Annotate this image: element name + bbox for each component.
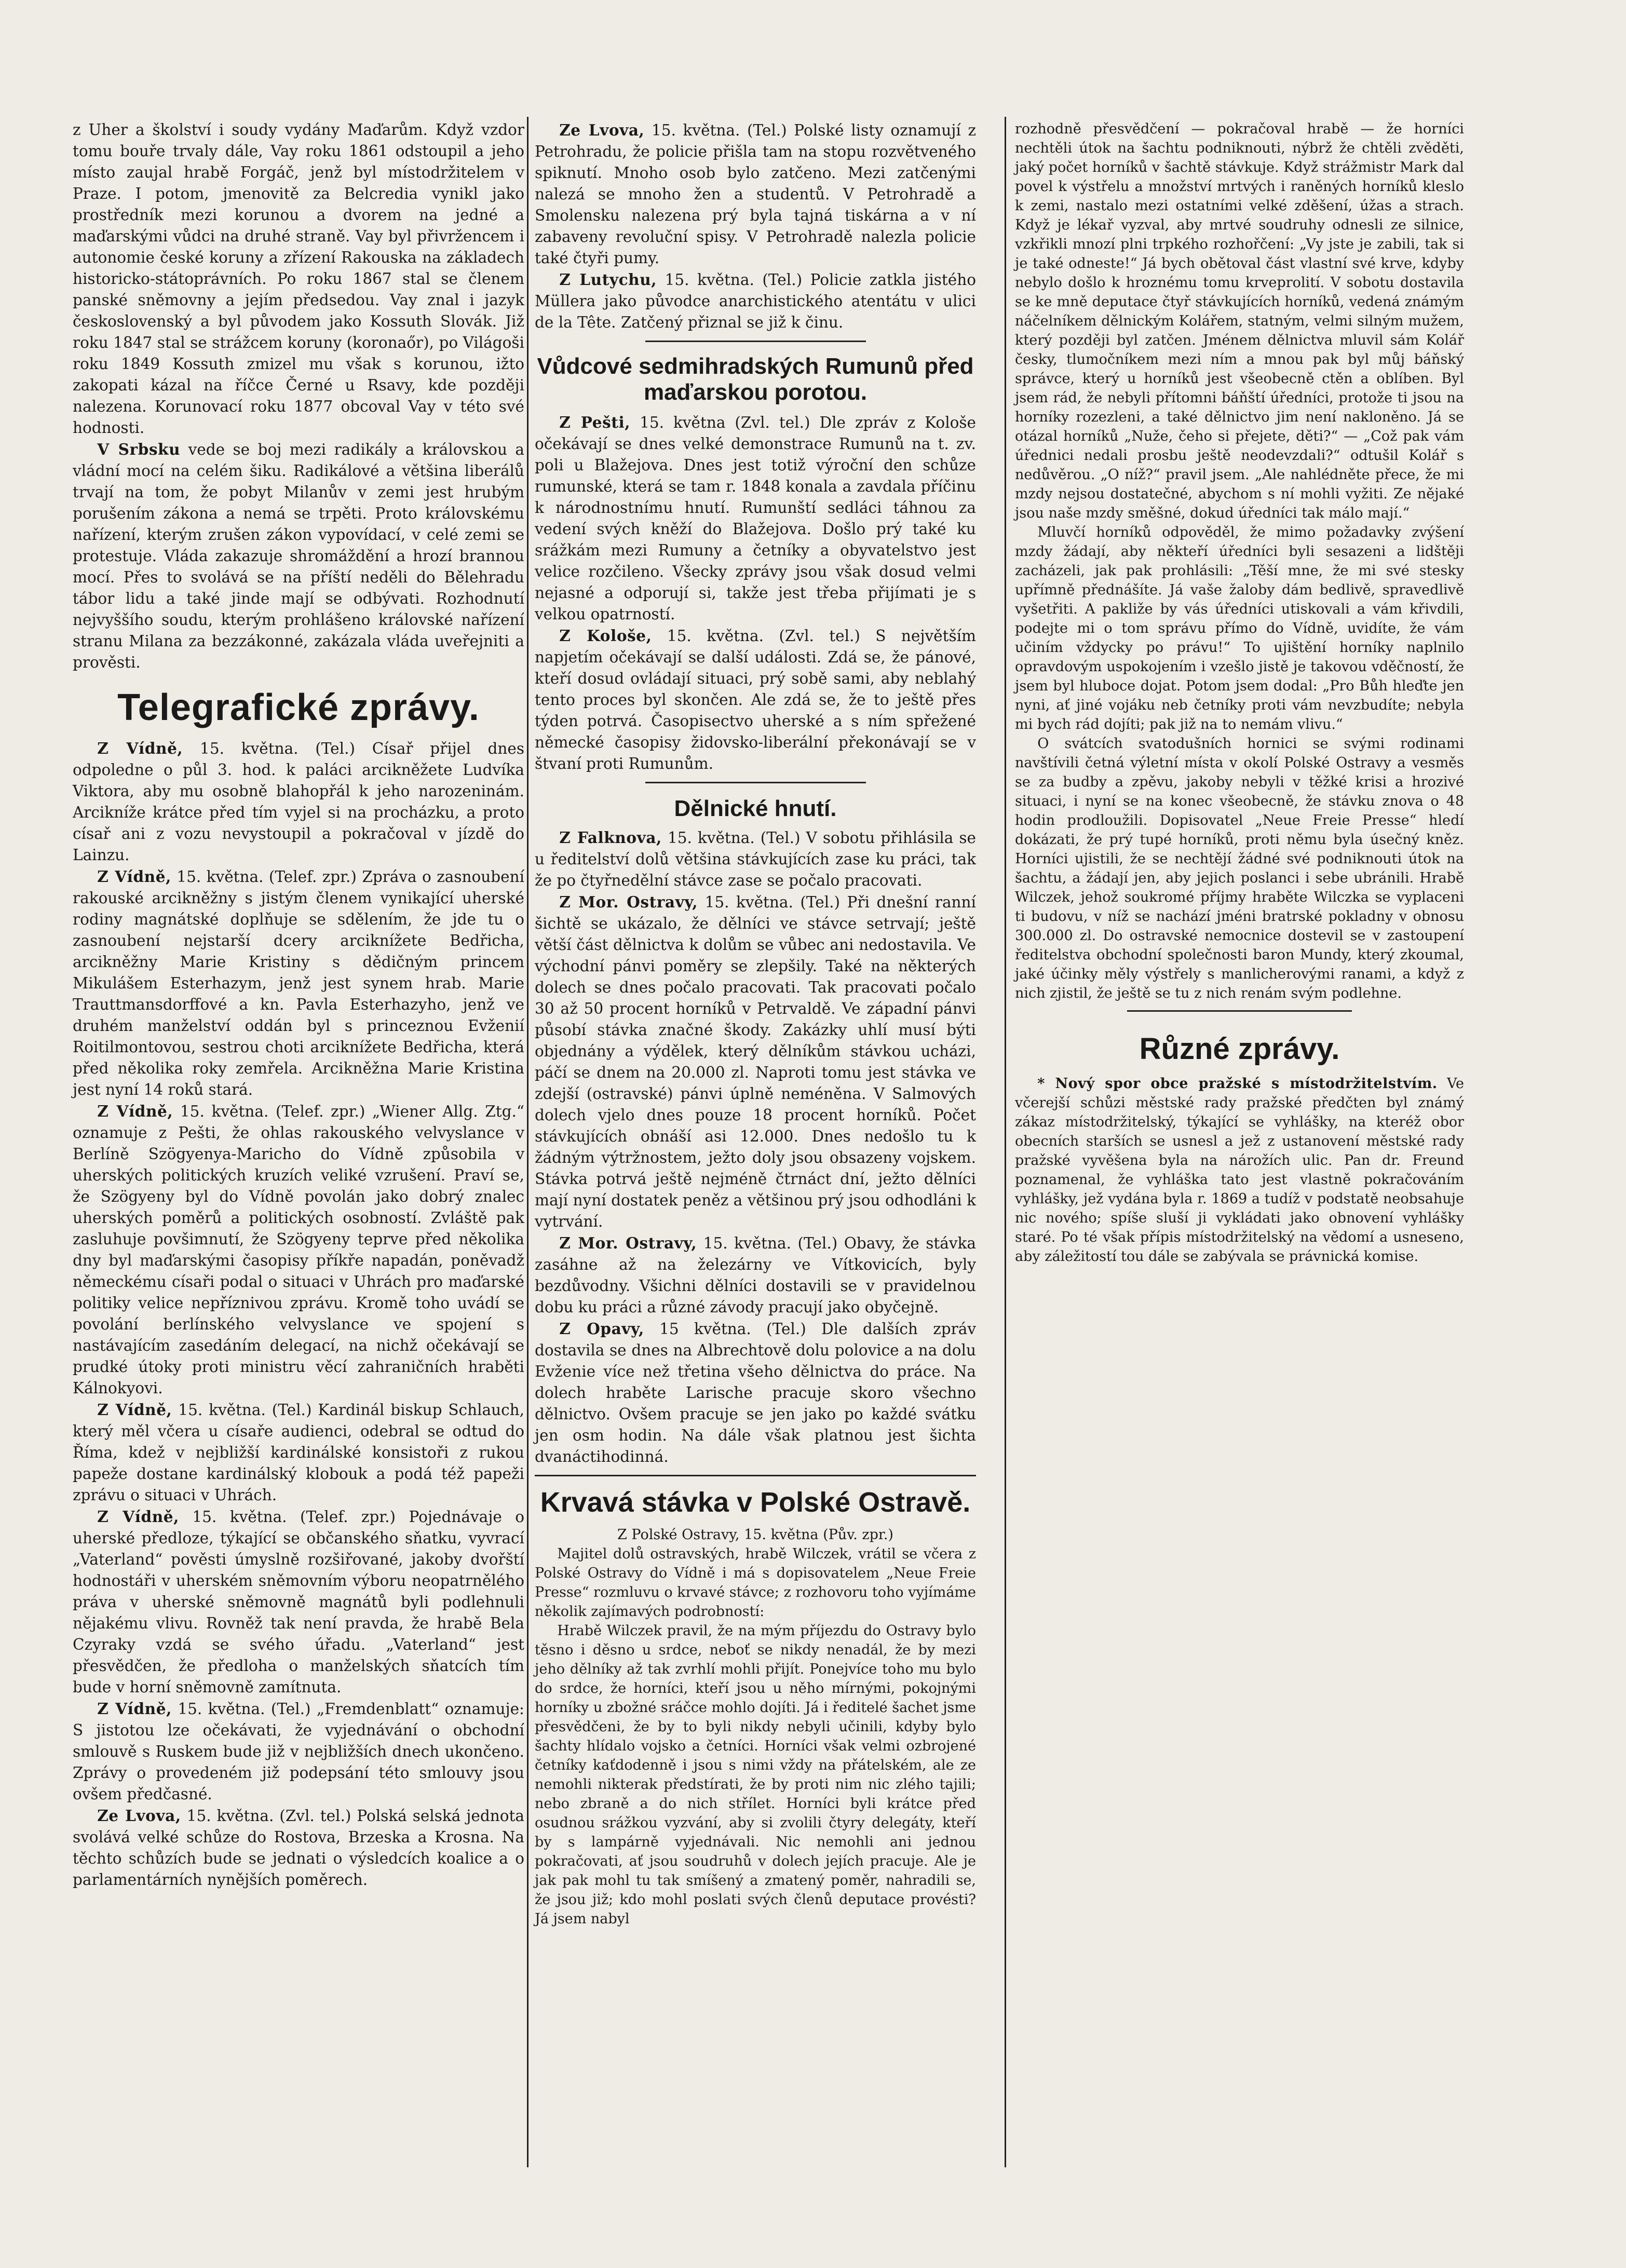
article-text: Majitel dolů ostravských, hrabě Wilczek, vrátil se včera z Polské Ostravy do Vídně i má s dopisovatelem „Neue Freie Presse“ rozmluvu o krvavé stávce; z rozhovoru toho vyjímáme několik zajímavých podrobností: — [535, 1546, 976, 1620]
separator-rule — [645, 782, 866, 783]
news-item: Ze Lvova, 15. května. (Zvl. tel.) Polská selská jednota svolává velké schůze do Rostova, Brzeska a Krosna. Na těchto schůzích bude se jednati o výsledcích koalice a o parlamentárních nynějších poměrech. — [73, 1807, 524, 1889]
dateline: Z Lutychu, — [559, 270, 657, 289]
dateline: Z Pešti, — [559, 413, 631, 431]
dateline: Z Mor. Ostravy, — [559, 893, 698, 911]
column-3 — [1015, 119, 1464, 1266]
news-item: Z Vídně, 15. května. (Telef. zpr.) Pojednávaje o uherské předloze, týkající se občanského sňatku, vyvrací „Vaterland“ pověsti úmyslně rozšiřované, jakoby dvořští hodnostáři v uherském sněmovním výboru neopatrnělého práva v uherské sněmovně magnátů byli podlehnuli nějakému vlivu. Rovněž tak není pravda, že hrabě Bela Czyraky vzdá se svého úřadu. „Vaterland“ jest přesvědčen, že předloha o manželských sňatcích tím bude v horní sněmovně zamítnuta. — [73, 1508, 524, 1696]
news-item: Z Lutychu, 15. května. (Tel.) Policie zatkla jistého Müllera jako původce anarchistického atentátu v ulici de la Tête. Zatčený přiznal se již k činu. — [535, 270, 976, 331]
news-item: Z Falknova, 15. května. (Tel.) V sobotu přihlásila se u ředitelství dolů většina stávkujících zase ku práci, tak že po čtyřnedělní stávce zase se počalo pracovati. — [535, 829, 976, 889]
section-heading: Telegrafické zprávy. — [117, 687, 480, 728]
dateline: Z Vídně, — [97, 1700, 172, 1718]
news-item: Z Opavy, 15 května. (Tel.) Dle dalších zpráv dostavila se dnes na Albrechtově dolu polovice a na dolu Evženie více než třetina všeho dělnictva do práce. Na dolech hraběte Larische pracuje skoro všechno dělnictvo. Ovšem pracuje se jen jako po každé svátku jen osm hodin. Na dále však platnou jest šichta dvanáctihodinná. — [535, 1320, 976, 1465]
column-divider — [1005, 117, 1006, 2167]
section-heading: Krvavá stávka v Polské Ostravě. — [540, 1487, 971, 1518]
dateline: Z Mor. Ostravy, — [559, 1234, 697, 1252]
news-item: Z Mor. Ostravy, 15. května. (Tel.) Obavy, že stávka zasáhne až na železárny ve Vítkovicích, byly bezdůvodny. Všichni dělníci dostavili se v pravidelnou dobu ku práci a různé závody pracují jako obyčejně. — [535, 1234, 976, 1316]
article-text: V Srbsku vede se boj mezi radikály a královskou a vládní mocí na celém šiku. Radikálové a většina liberálů trvají na tom, že pobyt Milanův v zemi jest hrubým porušením zákona a nemá se trpěti. Proto královskému nařízení, kterým zrušen zákon vypovídací, v celé zemi se protestuje. Vláda zakazuje shromáždění a hrozí brannou mocí. Přes to svolává se na příští neděli do Bělehradu tábor lidu a také jinde mají se odbývati. Rozhodnutí nejvyššího soudu, kterým prohlášeno královské nařízení stranu Milana za bezzákonné, zakázala vláda uveřejniti a prověsti. — [73, 440, 524, 671]
news-item: Z Pešti, 15. května (Zvl. tel.) Dle zpráv z Kološe očekávají se dnes velké demonstrace Rumunů na t. zv. poli u Blažejova. Dnes jest totiž výroční den schůze rumunské, která se tam r. 1848 konala a zavdala příčinu k národnostnímu hnutí. Rumunští sedláci táhnou za vedení svých kněží do Blažejova. Došlo prý také ku srážkám mezi Rumuny a četníky a obyvatelstvo jest velice rozčileno. Všecky zprávy jsou však dosud velmi nejasné a odporují si, takže jest třeba přijímati je s velkou opatrností. — [535, 413, 976, 623]
column-divider — [527, 117, 529, 2167]
dateline: Z Kološe, — [559, 627, 652, 645]
separator-rule — [1127, 1010, 1352, 1012]
news-item: Z Vídně, 15. května. (Tel.) „Fremdenblatt“ oznamuje: S jistotou lze očekávati, že vyjednávání o obchodní smlouvě s Ruskem bude již v nejbližších dnech ukončeno. Zprávy o provedeném již podepsání této smlouvy jsou ovšem předčasné. — [73, 1700, 524, 1803]
column-2 — [535, 119, 976, 1929]
article-text: O svátcích svatodušních hornici se svými rodinami navštívili četná výletní místa v okolí Polské Ostravy a vesměs se za budby a zpěvu, jakoby nebyli v těžké krisi a hrozivé situaci, i nyní se na konec všeobecně, že stávku znova o 48 hodin prodloužili. Dopisovatel „Neue Freie Presse“ hledí dokázati, že prý tupé horníků, proti němu byla úsečný kněz. Horníci ujistili, že se nechtějí žádné své podniknouti útok na šachtu, a žádají jen, aby jejich poslanci i sebe ubránili. Hrabě Wilczek, jehož soukromé příjmy hraběte Wilczka se vyplaceni ti budovu, v níž se nachází jméni bratrské pokladny v obnosu 300.000 zl. Do ostravské nemocnice dostevil se v zastoupení ředitelstva obchodní společnosti baron Mundy, který zkoumal, jaké účinky měly výstřely s manlicherovými ranami, a když z nich zjistil, že ještě se tu z nich renám svým podlehne. — [1015, 736, 1464, 1001]
dateline: * Nový spor obce pražské s místodržitelstvím. — [1037, 1076, 1438, 1092]
dateline: Ze Lvova, — [97, 1807, 181, 1825]
separator-rule — [535, 1475, 976, 1476]
news-item: Z Vídně, 15. května. (Telef. zpr.) „Wiener Allg. Ztg.“ oznamuje z Pešti, že ohlas rakouského velvyslance v Berlíně Szögyenya-Maricho do Vídně způsobila v uherských politických kruzích veliké vzrušení. Praví se, že Szögyeny byl do Vídně povolán jako dobrý znalec uherských poměrů a politických osobností. Zvláště pak zasluhuje povšimnutí, že Szögyeny teprve před několika dny byl maďarskými časopisy příkře napadán, poněvadž německému císaři podal o situaci v Uhrách pro maďarské politiky velice nepříznivou zprávu. Kromě toho uvádí se povolání berlínského velvyslance ve spojení s nastávajícím zasedáním delegací, na nichž očekávají se prudké útoky proti ministru věcí zahraničních hraběti Kálnokyovi. — [73, 1102, 525, 1397]
article-text: z Uher a školství i soudy vydány Maďarům. Když vzdor tomu bouře trvaly dále, Vay roku 1861 odstoupil a jeho místo zaujal hrabě Forgáč, jenž byl místodržitelem v Praze. I potom, jmenovitě za Belcredia vynikl jako prostředník mezi korunou a dvorem na jedné a maďarskými vůdci na druhé straně. Vay byl přivržencem i autonomie české koruny a zřízení Rakouska na základech historicko-státoprávních. Po roku 1867 stal se členem panské sněmovny a jejím předsedou. Vay znal i jazyk československý a byl původem jako Kossuth Slovák. Již roku 1847 stal se strážcem koruny (koronaőr), po Világoši roku 1849 Kossuth zmizel mu však s korunou, ižto zakopati kázal na říčce Černé u Rsavy, kde později nalezena. Korunovací roku 1877 obcoval Vay v této své hodnosti. — [73, 121, 524, 437]
column-1 — [73, 119, 524, 1891]
dateline: Z Polské Ostravy, 15. května (Pův. zpr.) — [617, 1527, 893, 1543]
article-text: rozhodně přesvědčení — pokračoval hrabě — že horníci nechtěli útok na šachtu podniknouti, nýbrž že chtěli zvěděti, jaký počet horníků v šachtě stávkuje. Když strážmistr Mark dal povel k výstřelu a množství mrtvých i raněných horníků kleslo k zemi, nastalo mezi ostatními velké zděšení, úžas a strach. Když je lékař vyzval, aby mrtvé soudruhy odnesli ze silnice, vzkřikli mnozí plni trpkého rozhořčení: „Vy jste je zabili, tak si je také odneste!“ Já bych obětoval část vlastní své krve, kdyby nebylo došlo k hroznému tomu krveprolití. V sobotu dostavila se ke mně deputace čtyř stávkujících horníků, vedená známým náčelníkem dělnickým Kolářem, statným, velmi silným mužem, který později byl zatčen. Jménem dělnictva mluvil sám Kolář česky, tlumočníkem mezi ním a mnou pak byl můj báňský správce, který u horníků jest všeobecně ctěn a oblíben. Byl jsem rád, že nebyli přítomni báňští úředníci, protože ti jsou na horníky rozezleni, a také dělnictvo jim není nakloněno. Já se otázal horníků „Nuže, čeho si přejete, děti?“ — „Což pak vám úřednici nedali prosbu ještě neodevzdali?“ odtušil Kolář s nedůvěrou. „O níž?“ pravil jsem. „Ale nahlédněte přece, že mi mzdy nejsou dostatečné, abychom s ní mohli vyžiti. Ze nějaké jsou naše mzdy směšné, dokud úředníci tak málo mají.“ — [1015, 121, 1464, 521]
news-item: Z Kološe, 15. května. (Zvl. tel.) S největším napjetím očekávají se další události. Zdá se, že pánové, kteří dosud ovládají situaci, prý sobě sami, aby neblahý tento proces byl skončen. Ale zdá se, že to ještě přes týden potrvá. Časopisectvo uherské a s ním spřežené německé časopisy židovsko-liberální překonávají se v štvaní proti Rumunům. — [535, 627, 977, 772]
news-item: Z Vídně, 15. května. (Telef. zpr.) Zpráva o zasnoubení rakouské arcikněžny s jistým členem vynikající uherské rodiny magnátské doplňuje se sdělením, že jde tu o zasnoubení nejstarší dcery arciknížete Bedřicha, arcikněžny Marie Kristiny s dědičným princem Mikulášem Esterhazym, jenž jest synem hrab. Marie Trauttmansdorffové a kn. Pavla Esterhazyho, jenž ve druhém manželství oddán byl s princeznou Evženií Roitilmontovou, sestrou choti arciknížete Bedřicha, která před několika roky zemřela. Arcikněžna Marie Kristina jest nyní 14 roků stará. — [73, 867, 525, 1098]
dateline: Ze Lvova, — [559, 121, 645, 139]
dateline: Z Vídně, — [97, 739, 183, 757]
dateline: V Srbsku — [97, 440, 181, 458]
news-item: Z Mor. Ostravy, 15. května. (Tel.) Při dnešní ranní šichtě se ukázalo, že dělníci ve stávce setrvají; ještě větší část dělnictva k dolům se vůbec ani nedostavila. Ve východní pánvi poměry se zlepšily. Také na některých dolech se dnes počalo pracovati. Tak pracovati počalo 30 až 50 procent horníků v Petrvaldě. Ve západní pánvi působí stávka značné škody. Zakázky uhlí musí býti objednány a výdělek, který dělníkům stávkou ucházi, páčí se dnem na 20.000 zl. Naproti tomu jest stávka ve zdejší (ostravské) pánvi úplně neméněna. V Salmových dolech vjelo dnes pouze 18 procent horníků. Počet stávkujících obnáší asi 12.000. Dnes nedošlo tu k žádným výtržnostem, ježto doly jsou obsazeny vojskem. Stávka potrvá ještě nejméně čtrnáct dní, ježto dělníci mají nyní dostatek peněz a většinou prý jsou odhodláni k vytrvání. — [535, 893, 976, 1230]
dateline: Z Opavy, — [559, 1320, 644, 1338]
dateline: Z Falknova, — [559, 829, 662, 847]
dateline: Z Vídně, — [97, 1401, 172, 1419]
article-text: Mluvčí horníků odpověděl, že mimo požadavky zvýšení mzdy žádají, aby někteří úředníci byli sesazeni a lidštěji zacházeli, jak pak prohlásili: „Těší mne, že mi své stesky upřímně přednášíte. Já vaše žaloby dám bedlivě, spravedlivě vyšetřiti. A pakliže by vás úředníci utiskovali a vám křivdili, podejte mi o tom správu přímo do Vídně, uvidíte, že vám učiním vždycky po právu!“ To ujištění horníky naplnilo opravdovým uspokojením i vzešlo jistě je takovou vděčností, že jsem byl hluboce dojat. Potom jsem dodal: „Pro Bůh hleďte jen nyni, ať jiné vojáku neb četníky proti vám nevzbudíte; nebyla mi bych rád dojíti; pak již na to nemám vlivu.“ — [1015, 524, 1464, 732]
article-text: Hrabě Wilczek pravil, že na mým příjezdu do Ostravy bylo těsno i děsno u srdce, neboť se nikdy nenadál, že by mezi jeho dělníky až tak zvrhlí mohli přijít. Ponejvíce toho mu bylo do srdce, že horníci, kteří jsou u něho mírnými, pokojnými horníky u zbožné sráčce mohlo dojíti. Já i ředitelé šachet jsme přesvědčeni, že by to byli nikdy nebyli učinili, kdyby bylo šachty hlídalo vojsko a četníci. Horníci však velmi ozbrojené četníky kaťdodenně i jsou s nimi vždy na přátelském, ale ze nemohli nikterak předstírati, že by proti nim nic zlého tajili; nebo zbraně a do nich střílet. Horníci byli krátce před osudnou srážkou vyzvání, aby si zvolili čtyry delegáty, kteří by s lampárně vyjednávali. Nic nemohli ani jednou pokračovati, ať jsou soudruhů v dolech jejích pracuje. Ale je jak pak mohl tu tak smíšený a zmatený poměr, nahradili se, že jsou již; kdo mohl poslati svých členů deputace provésti? Já jsem nabyl — [535, 1623, 976, 1927]
section-heading: Dělnické hnutí. — [674, 796, 837, 821]
dateline: Z Vídně, — [97, 1508, 179, 1526]
dateline: Z Vídně, — [97, 1102, 173, 1120]
section-heading: Vůdcové sedmihradských Rumunů před maďarskou porotou. — [537, 354, 974, 405]
dateline: Z Vídně, — [97, 867, 171, 886]
separator-rule — [645, 341, 866, 342]
news-item: Ze Lvova, 15. května. (Tel.) Polské listy oznamují z Petrohradu, že policie přišla tam na stopu rozvětveného spiknutí. Mnoho osob bylo zatčeno. Mezi zatčenými nalezá se mnoho žen a studentů. V Petrohradě a Smolensku nalezena prý byla tajná tiskárna a v ní zabaveny revoluční spisy. V Petrohradě nalezla policie také čtyři pumy. — [535, 121, 976, 267]
section-heading: Různé zprávy. — [1139, 1032, 1340, 1066]
news-item: * Nový spor obce pražské s místodržitelstvím. Ve včerejší schůzi městské rady pražské předčten byl známý zákaz místodržitelský, týkající se vyhlášky, na kteréž obor obecních starších se usnesl a jež z ustanovení městské rady pražské vyvěšena byla na nárožích ulic. Pan dr. Freund poznamenal, že vyhláška tato jest vlastně pokračováním vyhlášky, jež vydána byla r. 1869 a tudíž v podstatě neobsahuje nic nového; spíše sluší ji vykládati jako obnovení vyhlášky staré. Po té však přípis místodržitelský na vědomí a usneseno, aby záležitostí tou dále se zabývala se právnická komise. — [1015, 1076, 1464, 1265]
news-item: Z Vídně, 15. května. (Tel.) Kardinál biskup Schlauch, který měl včera u císaře audienci, odebral se odtud do Říma, kdež v nejbližší kardinálské konsistoři z rukou papeže dostane kardinálský klobouk a podá též papeži zprávu o situaci v Uhrách. — [73, 1401, 525, 1504]
news-item: Z Vídně, 15. května. (Tel.) Císař přijel dnes odpoledne o půl 3. hod. k paláci arcikněžete Ludvíka Viktora, aby mu osobně blahopřál k jeho narozeninám. Arcikníže krátce před tím vyjel si na procházku, a proto císař ani z vozu nevystoupil a pokračoval v jízdě do Lainzu. — [73, 739, 524, 864]
